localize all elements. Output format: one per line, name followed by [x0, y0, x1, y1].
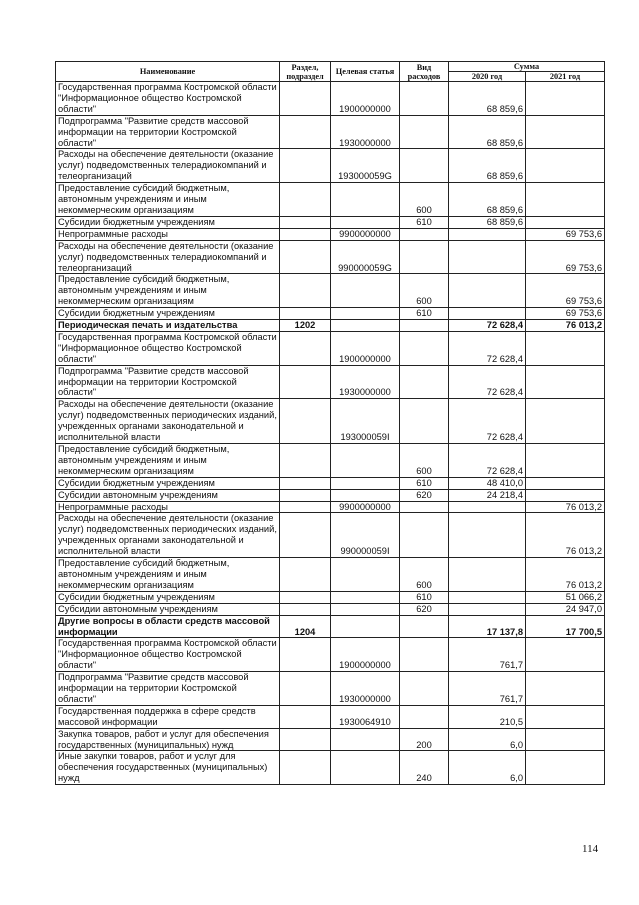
row-name-cell: Предоставление субсидий бюджетным, автономным учреждениям и иным некоммерческим организациям — [56, 444, 280, 478]
table-row — [56, 444, 605, 478]
row-target-cell: 9900000000 — [331, 501, 400, 513]
row-section-cell — [280, 728, 331, 751]
row-type-cell: 200 — [400, 728, 449, 751]
row-type-cell — [400, 240, 449, 274]
row-name-cell: Иные закупки товаров, работ и услуг для обеспечения государственных (муниципальных) нужд — [56, 751, 280, 785]
row-amount-2021-cell — [526, 489, 605, 501]
row-amount-2020-cell: 6,0 — [449, 751, 526, 785]
row-amount-2020-cell: 68 859,6 — [449, 115, 526, 149]
row-name-cell: Подпрограмма "Развитие средств массовой информации на территории Костромской области" — [56, 672, 280, 706]
row-amount-2020-cell: 68 859,6 — [449, 82, 526, 116]
row-type-cell: 610 — [400, 308, 449, 320]
row-type-cell — [400, 501, 449, 513]
row-section-cell — [280, 672, 331, 706]
row-type-cell — [400, 331, 449, 365]
table-row — [56, 115, 605, 149]
row-type-cell: 610 — [400, 216, 449, 228]
row-amount-2021-cell — [526, 728, 605, 751]
row-type-cell: 600 — [400, 444, 449, 478]
row-amount-2021-cell — [526, 216, 605, 228]
row-name-cell: Расходы на обеспечение деятельности (оказание услуг) подведомственных телерадиокомпаний и телеорганизаций — [56, 149, 280, 183]
row-name-cell: Субсидии бюджетным учреждениям — [56, 477, 280, 489]
row-target-cell — [331, 591, 400, 603]
row-name-cell: Непрограммные расходы — [56, 228, 280, 240]
row-target-cell: 9900000000 — [331, 228, 400, 240]
row-name-cell: Субсидии автономным учреждениям — [56, 603, 280, 615]
row-target-cell: 1930000000 — [331, 115, 400, 149]
row-type-cell — [400, 672, 449, 706]
table-row — [56, 513, 605, 558]
row-target-cell — [331, 444, 400, 478]
row-target-cell — [331, 274, 400, 308]
row-amount-2021-cell — [526, 183, 605, 217]
row-name-cell: Другие вопросы в области средств массовой информации — [56, 615, 280, 638]
row-type-cell: 600 — [400, 274, 449, 308]
row-amount-2021-cell — [526, 672, 605, 706]
row-type-cell: 600 — [400, 558, 449, 592]
header-name: Наименование — [56, 62, 280, 82]
row-section-cell — [280, 183, 331, 217]
row-name-cell: Государственная поддержка в сфере средств массовой информации — [56, 705, 280, 728]
table-row — [56, 240, 605, 274]
table-row — [56, 365, 605, 399]
row-target-cell — [331, 728, 400, 751]
table-row — [56, 216, 605, 228]
row-target-cell: 990000059I — [331, 513, 400, 558]
row-target-cell — [331, 308, 400, 320]
row-amount-2020-cell: 761,7 — [449, 638, 526, 672]
row-section-cell — [280, 115, 331, 149]
row-section-cell — [280, 513, 331, 558]
row-amount-2021-cell: 69 753,6 — [526, 274, 605, 308]
row-name-cell: Закупка товаров, работ и услуг для обеспечения государственных (муниципальных) нужд — [56, 728, 280, 751]
row-type-cell: 610 — [400, 477, 449, 489]
row-target-cell: 1900000000 — [331, 82, 400, 116]
row-amount-2020-cell: 24 218,4 — [449, 489, 526, 501]
row-amount-2021-cell — [526, 399, 605, 444]
row-name-cell: Субсидии бюджетным учреждениям — [56, 591, 280, 603]
row-amount-2020-cell: 17 137,8 — [449, 615, 526, 638]
table-row — [56, 274, 605, 308]
row-type-cell — [400, 228, 449, 240]
row-amount-2020-cell: 210,5 — [449, 705, 526, 728]
row-section-cell — [280, 558, 331, 592]
row-type-cell — [400, 320, 449, 332]
table-row — [56, 308, 605, 320]
row-amount-2020-cell: 68 859,6 — [449, 183, 526, 217]
row-target-cell — [331, 489, 400, 501]
row-amount-2020-cell — [449, 501, 526, 513]
row-amount-2020-cell — [449, 274, 526, 308]
row-amount-2020-cell: 761,7 — [449, 672, 526, 706]
row-type-cell — [400, 615, 449, 638]
row-section-cell — [280, 82, 331, 116]
row-amount-2021-cell: 76 013,2 — [526, 320, 605, 332]
row-section-cell — [280, 751, 331, 785]
row-section-cell — [280, 240, 331, 274]
table-row — [56, 320, 605, 332]
row-amount-2021-cell: 76 013,2 — [526, 501, 605, 513]
header-year-2020: 2020 год — [449, 72, 526, 82]
row-amount-2020-cell: 72 628,4 — [449, 399, 526, 444]
row-amount-2020-cell — [449, 591, 526, 603]
budget-table — [55, 61, 605, 785]
row-name-cell: Предоставление субсидий бюджетным, автономным учреждениям и иным некоммерческим организациям — [56, 183, 280, 217]
row-section-cell — [280, 705, 331, 728]
row-amount-2021-cell: 24 947,0 — [526, 603, 605, 615]
table-row — [56, 331, 605, 365]
table-row — [56, 728, 605, 751]
row-type-cell — [400, 115, 449, 149]
row-name-cell: Расходы на обеспечение деятельности (оказание услуг) подведомственных телерадиокомпаний и телеорганизаций — [56, 240, 280, 274]
row-amount-2021-cell: 69 753,6 — [526, 240, 605, 274]
row-amount-2020-cell: 6,0 — [449, 728, 526, 751]
row-section-cell: 1202 — [280, 320, 331, 332]
row-amount-2020-cell — [449, 603, 526, 615]
row-target-cell — [331, 477, 400, 489]
table-row — [56, 399, 605, 444]
row-amount-2021-cell — [526, 638, 605, 672]
row-amount-2020-cell: 72 628,4 — [449, 331, 526, 365]
row-target-cell — [331, 558, 400, 592]
row-target-cell — [331, 183, 400, 217]
table-row — [56, 82, 605, 116]
row-type-cell: 240 — [400, 751, 449, 785]
row-amount-2021-cell: 76 013,2 — [526, 558, 605, 592]
row-name-cell: Расходы на обеспечение деятельности (оказание услуг) подведомственных периодических изданий, учрежденных органами законодательной и исполнительной власти — [56, 399, 280, 444]
row-name-cell: Субсидии бюджетным учреждениям — [56, 216, 280, 228]
row-type-cell — [400, 513, 449, 558]
row-amount-2021-cell — [526, 149, 605, 183]
row-type-cell — [400, 399, 449, 444]
row-section-cell — [280, 501, 331, 513]
row-target-cell: 1930064910 — [331, 705, 400, 728]
row-name-cell: Государственная программа Костромской области "Информационное общество Костромской области" — [56, 638, 280, 672]
table-row — [56, 751, 605, 785]
row-name-cell: Непрограммные расходы — [56, 501, 280, 513]
row-target-cell — [331, 615, 400, 638]
row-amount-2021-cell: 17 700,5 — [526, 615, 605, 638]
row-target-cell: 193000059I — [331, 399, 400, 444]
row-section-cell — [280, 308, 331, 320]
row-section-cell — [280, 228, 331, 240]
row-type-cell: 620 — [400, 489, 449, 501]
row-amount-2021-cell — [526, 82, 605, 116]
row-section-cell — [280, 216, 331, 228]
row-section-cell — [280, 399, 331, 444]
row-name-cell: Подпрограмма "Развитие средств массовой информации на территории Костромской области" — [56, 365, 280, 399]
table-header — [56, 62, 605, 82]
row-name-cell: Расходы на обеспечение деятельности (оказание услуг) подведомственных периодических изданий, учрежденных органами законодательной и исполнительной власти — [56, 513, 280, 558]
header-target: Целевая статья — [331, 62, 400, 82]
row-section-cell — [280, 477, 331, 489]
row-amount-2021-cell — [526, 115, 605, 149]
row-amount-2020-cell — [449, 240, 526, 274]
row-type-cell — [400, 149, 449, 183]
row-type-cell — [400, 365, 449, 399]
table-row — [56, 477, 605, 489]
table-row — [56, 672, 605, 706]
row-section-cell — [280, 591, 331, 603]
table-row — [56, 558, 605, 592]
row-target-cell: 1930000000 — [331, 672, 400, 706]
row-target-cell: 1930000000 — [331, 365, 400, 399]
row-target-cell: 990000059G — [331, 240, 400, 274]
table-row — [56, 228, 605, 240]
table-body — [56, 82, 605, 785]
row-amount-2020-cell: 72 628,4 — [449, 444, 526, 478]
row-type-cell: 600 — [400, 183, 449, 217]
header-year-2021: 2021 год — [526, 72, 605, 82]
table-row — [56, 149, 605, 183]
row-amount-2021-cell — [526, 444, 605, 478]
table-row — [56, 183, 605, 217]
table-row — [56, 638, 605, 672]
row-type-cell — [400, 638, 449, 672]
row-section-cell — [280, 638, 331, 672]
row-type-cell — [400, 705, 449, 728]
row-target-cell: 1900000000 — [331, 638, 400, 672]
row-name-cell: Субсидии автономным учреждениям — [56, 489, 280, 501]
row-type-cell: 610 — [400, 591, 449, 603]
table-row — [56, 705, 605, 728]
row-target-cell — [331, 320, 400, 332]
table-row — [56, 489, 605, 501]
row-section-cell — [280, 489, 331, 501]
row-section-cell — [280, 331, 331, 365]
row-name-cell: Государственная программа Костромской области "Информационное общество Костромской области" — [56, 82, 280, 116]
row-amount-2020-cell — [449, 558, 526, 592]
row-section-cell — [280, 444, 331, 478]
row-amount-2021-cell — [526, 477, 605, 489]
row-amount-2020-cell: 68 859,6 — [449, 216, 526, 228]
row-amount-2020-cell: 68 859,6 — [449, 149, 526, 183]
row-amount-2021-cell: 76 013,2 — [526, 513, 605, 558]
table-row — [56, 591, 605, 603]
row-target-cell — [331, 603, 400, 615]
row-amount-2020-cell — [449, 513, 526, 558]
row-name-cell: Предоставление субсидий бюджетным, автономным учреждениям и иным некоммерческим организациям — [56, 558, 280, 592]
row-section-cell — [280, 274, 331, 308]
row-amount-2020-cell — [449, 228, 526, 240]
row-amount-2020-cell: 72 628,4 — [449, 365, 526, 399]
header-section: Раздел, подраздел — [280, 62, 331, 82]
table-row — [56, 501, 605, 513]
row-name-cell: Субсидии бюджетным учреждениям — [56, 308, 280, 320]
row-target-cell: 1900000000 — [331, 331, 400, 365]
row-section-cell: 1204 — [280, 615, 331, 638]
row-section-cell — [280, 603, 331, 615]
row-type-cell — [400, 82, 449, 116]
row-amount-2021-cell: 51 066,2 — [526, 591, 605, 603]
page-number: 114 — [582, 843, 599, 855]
row-amount-2021-cell: 69 753,6 — [526, 308, 605, 320]
row-section-cell — [280, 365, 331, 399]
row-amount-2021-cell — [526, 331, 605, 365]
row-name-cell: Периодическая печать и издательства — [56, 320, 280, 332]
row-amount-2020-cell: 48 410,0 — [449, 477, 526, 489]
row-amount-2021-cell: 69 753,6 — [526, 228, 605, 240]
row-target-cell — [331, 751, 400, 785]
row-section-cell — [280, 149, 331, 183]
row-type-cell: 620 — [400, 603, 449, 615]
row-name-cell: Государственная программа Костромской области "Информационное общество Костромской области" — [56, 331, 280, 365]
row-name-cell: Подпрограмма "Развитие средств массовой информации на территории Костромской области" — [56, 115, 280, 149]
row-amount-2021-cell — [526, 751, 605, 785]
header-type: Вид расходов — [400, 62, 449, 82]
row-target-cell: 193000059G — [331, 149, 400, 183]
row-amount-2020-cell: 72 628,4 — [449, 320, 526, 332]
header-sum: Сумма — [449, 62, 605, 72]
row-target-cell — [331, 216, 400, 228]
row-amount-2020-cell — [449, 308, 526, 320]
table-row — [56, 615, 605, 638]
row-name-cell: Предоставление субсидий бюджетным, автономным учреждениям и иным некоммерческим организациям — [56, 274, 280, 308]
table-row — [56, 603, 605, 615]
row-amount-2021-cell — [526, 705, 605, 728]
row-amount-2021-cell — [526, 365, 605, 399]
